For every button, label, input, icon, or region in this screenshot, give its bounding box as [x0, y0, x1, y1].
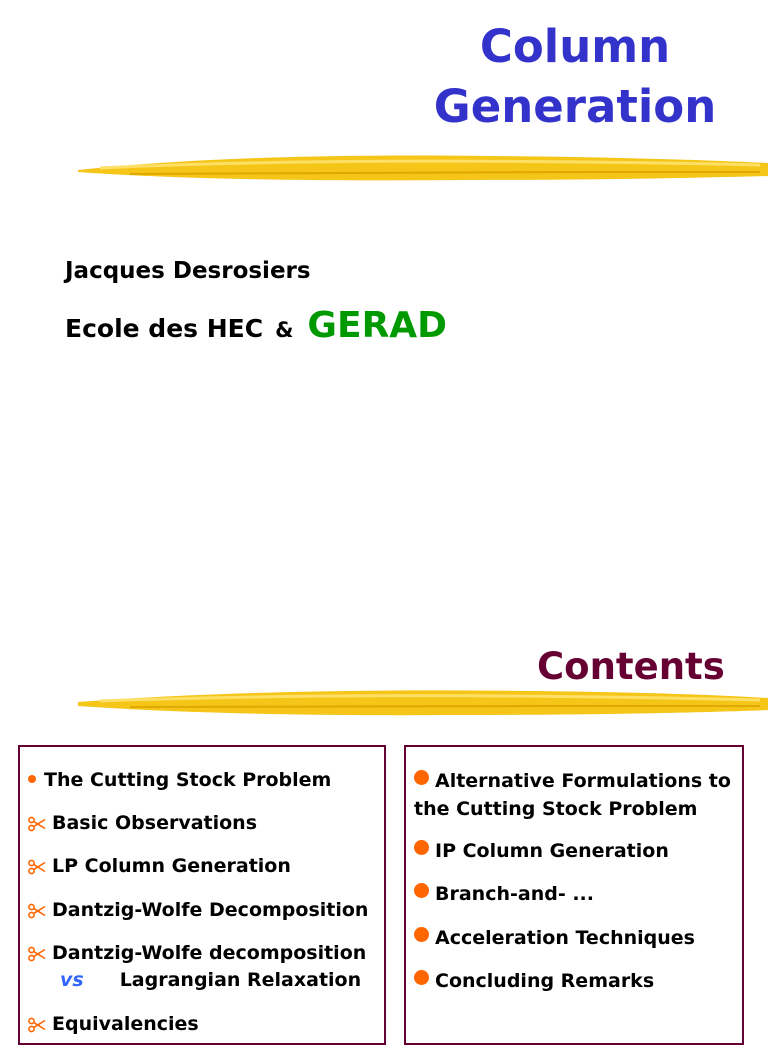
slide2-title: Contents — [537, 645, 725, 688]
vs-label: vs — [60, 969, 84, 991]
scissors-icon — [28, 946, 46, 962]
orange-dot-icon — [28, 775, 36, 783]
orange-dot-icon — [414, 970, 429, 985]
author-name: Jacques Desrosiers — [65, 258, 311, 284]
yellow-brush-stroke-divider — [70, 150, 768, 186]
scissors-icon — [28, 859, 46, 875]
list-item: Acceleration Techniques — [414, 924, 695, 952]
orange-dot-icon — [414, 883, 429, 898]
list-item: The Cutting Stock Problem — [28, 767, 331, 794]
ampersand: & — [275, 318, 294, 342]
affiliation-line — [65, 305, 447, 346]
list-item: Equivalencies — [28, 1011, 199, 1038]
list-item: Branch-and- ... — [414, 880, 594, 908]
affiliation-school: Ecole des HEC — [65, 314, 264, 343]
list-item: LP Column Generation — [28, 853, 291, 880]
scissors-icon — [28, 1017, 46, 1033]
slide1-title — [430, 17, 720, 137]
contents-right-box — [404, 745, 744, 1045]
contents-left-box — [18, 745, 386, 1045]
list-item: Concluding Remarks — [414, 967, 654, 995]
affiliation-gerad: GERAD — [307, 305, 448, 346]
slide1-title-line2: Generation — [433, 80, 717, 133]
list-item: IP Column Generation — [414, 837, 669, 865]
scissors-icon — [28, 903, 46, 919]
scissors-icon — [28, 816, 46, 832]
orange-dot-icon — [414, 770, 429, 785]
yellow-brush-stroke-divider-2 — [70, 686, 768, 720]
list-item: Dantzig-Wolfe Decomposition — [28, 897, 368, 924]
list-item: Dantzig-Wolfe decomposition vs Lagrangian Relaxation — [28, 940, 366, 994]
orange-dot-icon — [414, 840, 429, 855]
list-item: Basic Observations — [28, 810, 257, 837]
orange-dot-icon — [414, 927, 429, 942]
slide1-title-line1: Column — [479, 20, 671, 73]
list-item: Alternative Formulations to the Cutting Stock Problem — [414, 770, 731, 820]
